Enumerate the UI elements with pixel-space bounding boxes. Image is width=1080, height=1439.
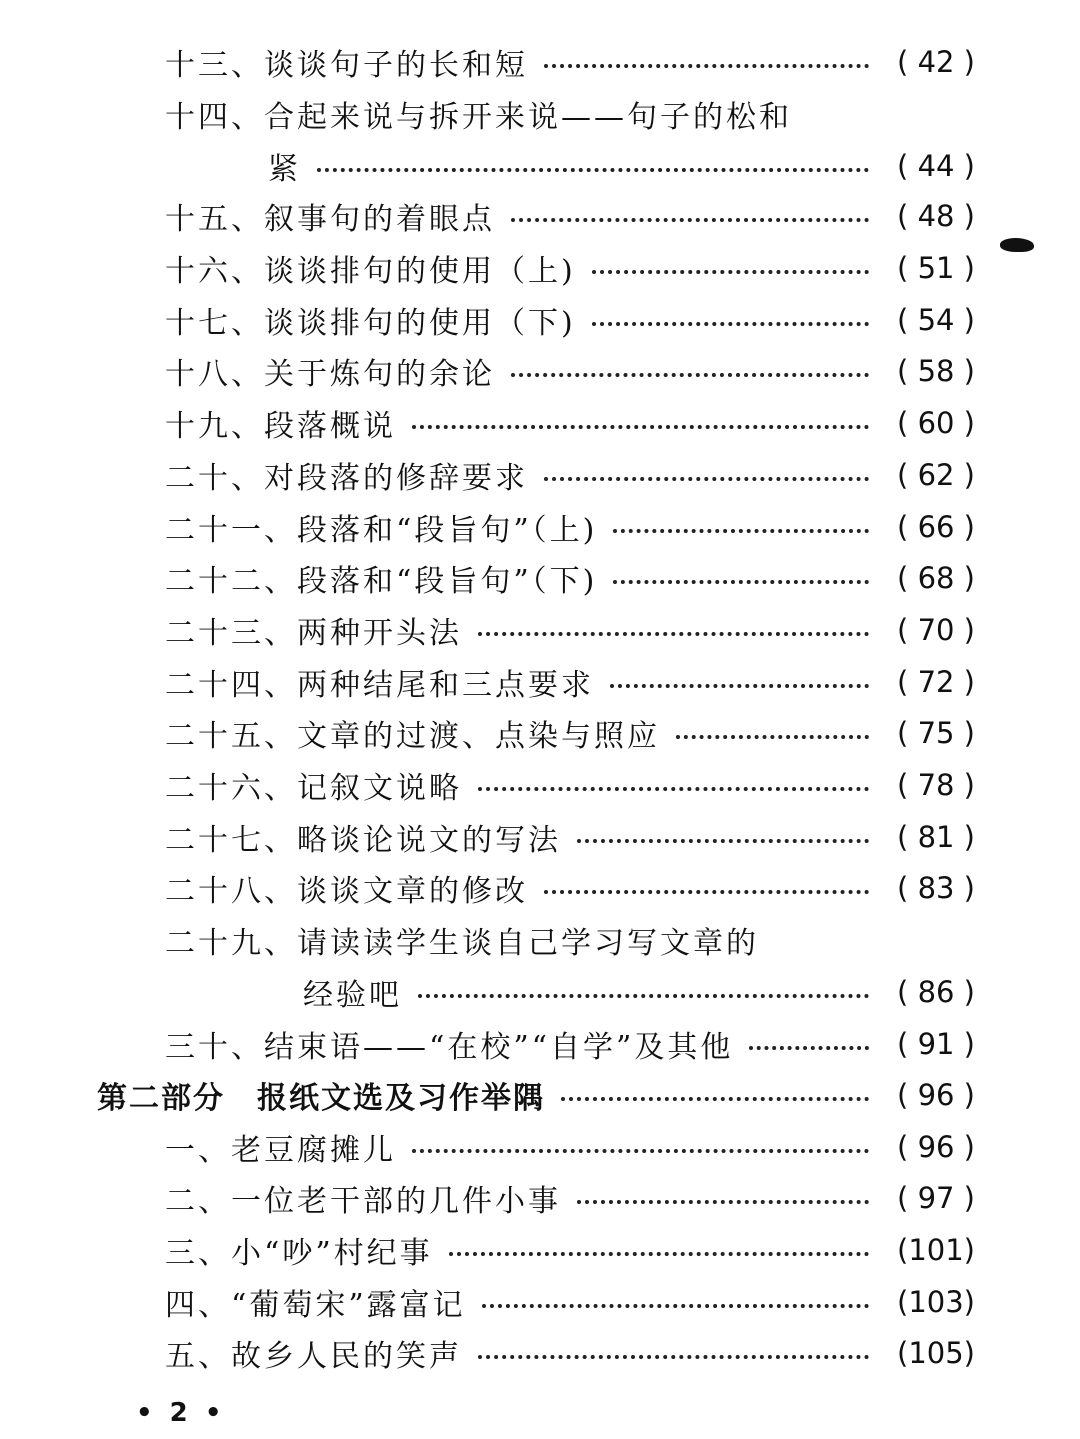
dot-leader bbox=[449, 1252, 869, 1256]
toc-entry-title: 二十八、谈谈文章的修改 bbox=[165, 874, 528, 909]
toc-entry bbox=[165, 552, 975, 604]
section-page: ( 96 ) bbox=[897, 1078, 975, 1112]
toc-entry-title: 二十六、记叙文说略 bbox=[165, 771, 462, 806]
toc-entry-page: ( 78 ) bbox=[897, 768, 975, 802]
toc-entry-page: ( 96 ) bbox=[897, 1130, 975, 1164]
toc-entry-page: ( 54 ) bbox=[897, 303, 975, 337]
dot-leader bbox=[613, 529, 869, 533]
toc-entry-page: ( 91 ) bbox=[897, 1027, 975, 1061]
toc-entry-title: 十七、谈谈排句的使用（下) bbox=[165, 306, 576, 341]
toc-entry bbox=[165, 914, 975, 966]
toc-entry-title: 十九、段落概说 bbox=[165, 409, 396, 444]
toc-section-heading bbox=[97, 1069, 975, 1121]
page-number: • 2 • bbox=[136, 1398, 226, 1428]
toc-entry bbox=[165, 294, 975, 346]
dot-leader bbox=[544, 890, 869, 894]
toc-entry-page: ( 83 ) bbox=[897, 871, 975, 905]
toc-entry-title: 二十三、两种开头法 bbox=[165, 616, 462, 651]
dot-leader bbox=[577, 1200, 869, 1204]
toc-entry-title: 二十一、段落和“段旨句”（上) bbox=[165, 513, 598, 548]
dot-leader bbox=[613, 580, 869, 584]
toc-entry-page: ( 75 ) bbox=[897, 716, 975, 750]
toc-entry-title: 十三、谈谈句子的长和短 bbox=[165, 48, 528, 83]
toc-entry bbox=[165, 449, 975, 501]
toc-entry-title: 二十二、段落和“段旨句”（下) bbox=[165, 564, 598, 599]
ink-smudge bbox=[1000, 238, 1034, 252]
toc-entry bbox=[165, 190, 975, 242]
toc-entry-title-continued: 紧 bbox=[268, 152, 301, 187]
dot-leader bbox=[412, 425, 869, 429]
toc-entry bbox=[165, 36, 975, 88]
toc-entry-title: 二、一位老干部的几件小事 bbox=[165, 1184, 561, 1219]
dot-leader bbox=[317, 168, 869, 172]
toc-entry-page: ( 62 ) bbox=[897, 458, 975, 492]
toc-entry-title: 十五、叙事句的着眼点 bbox=[165, 202, 495, 237]
dot-leader bbox=[577, 839, 869, 843]
dot-leader bbox=[561, 1097, 869, 1101]
dot-leader bbox=[544, 477, 869, 481]
toc-entry bbox=[165, 1327, 975, 1379]
toc-entry-title: 十四、合起来说与拆开来说——句子的松和 bbox=[165, 100, 792, 135]
toc-entry-title: 二十九、请读读学生谈自己学习写文章的 bbox=[165, 926, 759, 961]
dot-leader bbox=[511, 218, 869, 222]
toc-entry bbox=[165, 88, 975, 140]
dot-leader bbox=[592, 322, 869, 326]
toc-entry bbox=[165, 242, 975, 294]
toc-entry-page: ( 72 ) bbox=[897, 665, 975, 699]
toc-entry-title: 四、“葡萄宋”露富记 bbox=[165, 1288, 466, 1323]
toc-entry-page: ( 70 ) bbox=[897, 613, 975, 647]
toc-entry bbox=[165, 345, 975, 397]
toc-entry-page: ( 60 ) bbox=[897, 406, 975, 440]
toc-entry bbox=[165, 1121, 975, 1173]
toc-entry-title: 十六、谈谈排句的使用（上) bbox=[165, 254, 576, 289]
toc-entry-page: ( 51 ) bbox=[897, 251, 975, 285]
toc-entry-title-continued: 经验吧 bbox=[303, 978, 402, 1013]
toc-entry-page: (105) bbox=[897, 1336, 975, 1370]
toc-entry-continuation bbox=[303, 966, 975, 1018]
toc-entry-page: ( 44 ) bbox=[897, 149, 975, 183]
toc-entry-title: 一、老豆腐摊儿 bbox=[165, 1133, 396, 1168]
dot-leader bbox=[418, 994, 869, 998]
toc-entry bbox=[165, 1018, 975, 1070]
toc-entry-title: 二十五、文章的过渡、点染与照应 bbox=[165, 719, 660, 754]
toc-entry-page: ( 97 ) bbox=[897, 1181, 975, 1215]
dot-leader bbox=[478, 632, 869, 636]
toc-entry-title: 二十七、略谈论说文的写法 bbox=[165, 823, 561, 858]
dot-leader bbox=[610, 684, 869, 688]
dot-leader bbox=[511, 373, 869, 377]
toc-entry-title: 三十、结束语——“在校”“自学”及其他 bbox=[165, 1030, 734, 1065]
toc-entry-page: (101) bbox=[897, 1233, 975, 1267]
dot-leader bbox=[478, 787, 869, 791]
toc-entry bbox=[165, 759, 975, 811]
toc-entry-title: 三、小“吵”村纪事 bbox=[165, 1236, 433, 1271]
dot-leader bbox=[482, 1304, 869, 1308]
toc-entry-page: ( 81 ) bbox=[897, 820, 975, 854]
dot-leader bbox=[676, 735, 869, 739]
toc-entry-page: ( 68 ) bbox=[897, 561, 975, 595]
toc-entry-title: 二十四、两种结尾和三点要求 bbox=[165, 668, 594, 703]
toc-entry bbox=[165, 811, 975, 863]
dot-leader bbox=[412, 1149, 869, 1153]
dot-leader bbox=[749, 1046, 869, 1050]
toc-entry-page: ( 48 ) bbox=[897, 199, 975, 233]
toc-entry bbox=[165, 1224, 975, 1276]
toc-entry bbox=[165, 656, 975, 708]
toc-entry bbox=[165, 1172, 975, 1224]
toc-entry-title: 二十、对段落的修辞要求 bbox=[165, 461, 528, 496]
toc-entry-title: 十八、关于炼句的余论 bbox=[165, 357, 495, 392]
toc-entry bbox=[165, 397, 975, 449]
toc-entry-page: ( 42 ) bbox=[897, 45, 975, 79]
toc-entry-page: ( 66 ) bbox=[897, 510, 975, 544]
toc-entry bbox=[165, 604, 975, 656]
toc-entry-page: ( 58 ) bbox=[897, 354, 975, 388]
toc-entry bbox=[165, 862, 975, 914]
toc-entry-page: (103) bbox=[897, 1285, 975, 1319]
toc-entry-continuation bbox=[268, 140, 975, 192]
toc-entry-title: 五、故乡人民的笑声 bbox=[165, 1339, 462, 1374]
section-title: 第二部分 报纸文选及习作举隅 bbox=[97, 1081, 545, 1116]
toc-entry bbox=[165, 501, 975, 553]
dot-leader bbox=[592, 270, 869, 274]
toc-entry-page: ( 86 ) bbox=[897, 975, 975, 1009]
dot-leader bbox=[478, 1355, 869, 1359]
toc-entry bbox=[165, 1276, 975, 1328]
dot-leader bbox=[544, 64, 869, 68]
toc-entry bbox=[165, 707, 975, 759]
